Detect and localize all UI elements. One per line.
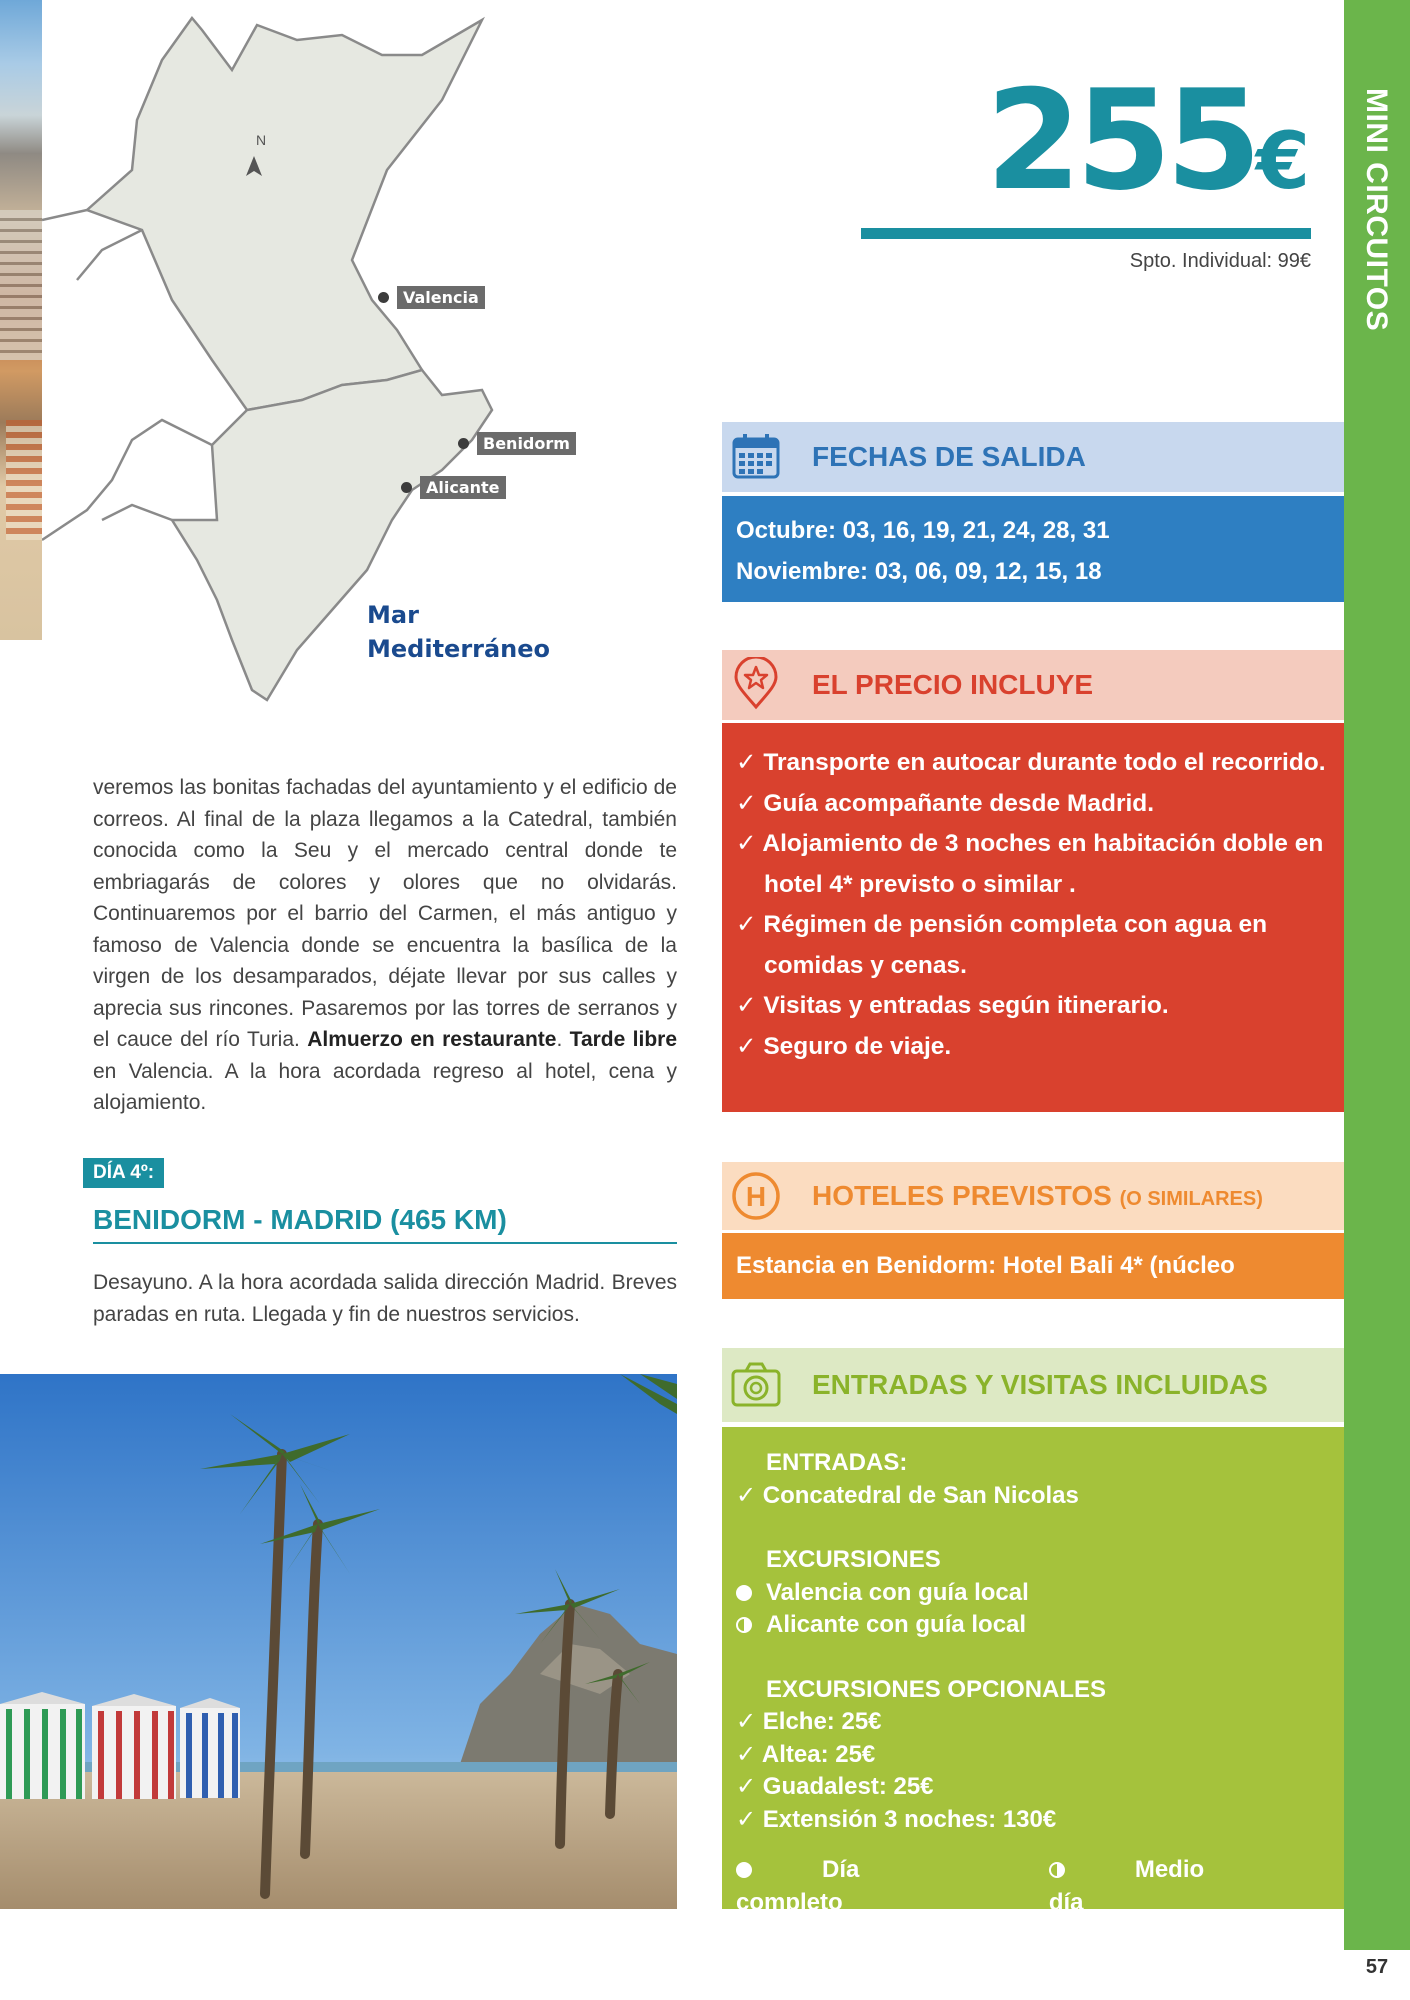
- fechas-line: Octubre: 03, 16, 19, 21, 24, 28, 31: [736, 517, 1110, 544]
- list-item: ✓ Visitas y entradas según itinerario.: [736, 992, 1169, 1019]
- opcionales-heading: EXCURSIONES OPCIONALES: [766, 1675, 1107, 1703]
- list-item: ✓ Transporte en autocar durante todo el recorrido.: [736, 749, 1326, 776]
- hoteles-body: Estancia en Benidorm: Hotel Bali 4* (núcleo urbano): [722, 1233, 1344, 1299]
- fechas-title: FECHAS DE SALIDA: [812, 441, 1086, 472]
- entradas-title: ENTRADAS Y VISITAS INCLUIDAS: [812, 1369, 1268, 1400]
- entradas-header: [722, 1348, 1344, 1422]
- list-item: ✓ Guía acompañante desde Madrid.: [736, 789, 1155, 817]
- list-item: ✓ Altea: 25€: [736, 1740, 876, 1768]
- fechas-header: [722, 422, 1344, 492]
- hoteles-title: HOTELES PREVISTOS (O SIMILARES): [812, 1180, 1263, 1211]
- incluye-title: EL PRECIO INCLUYE: [812, 669, 1094, 700]
- excursiones-heading: EXCURSIONES: [766, 1546, 941, 1573]
- hotel-icon: [728, 1168, 784, 1224]
- list-item: ✓ Concatedral de San Nicolas: [736, 1481, 1079, 1509]
- location-dot-icon: [401, 482, 412, 493]
- location-dot-icon: [458, 438, 469, 449]
- city-benidorm: [458, 432, 576, 455]
- itinerary-paragraph: veremos las bonitas fachadas del ayuntamiento y el edificio de correos. Al final de la plaza llegamos a la Catedral, también conocida como la Seu y el mercado central donde te embriagarás de colores y olores que no olvidarás. Continuaremos por el barrio del Carmen, el más antiguo y famoso de Valencia donde se encuentra la basílica de la virgen de los desamparados, déjate llevar por sus calles y aprecia sus rincones. Pasaremos por las torres de serranos y el cauce del río Turia. Almuerzo en restaurante. Tarde libre en Valencia. A la hora acordada regreso al hotel, cena y alojamiento.: [93, 776, 677, 1114]
- list-item: ✓ Elche: 25€: [736, 1708, 882, 1735]
- region-map: [42, 0, 570, 720]
- city-label: Benidorm: [477, 432, 576, 455]
- sea-label: Mar Mediterráneo: [367, 601, 551, 663]
- list-item: ✓ Guadalest: 25€: [736, 1773, 934, 1800]
- hoteles-header: [722, 1162, 1344, 1230]
- legend: Día completo Medio día: [736, 1856, 1205, 1916]
- location-dot-icon: [378, 292, 389, 303]
- single-supplement: Spto. Individual: 99€: [1129, 250, 1311, 272]
- full-day-icon: [736, 1862, 752, 1878]
- svg-text:H: H: [745, 1181, 767, 1212]
- beach-photo: [0, 1374, 677, 1909]
- city-label: Alicante: [420, 476, 506, 499]
- section-tab: [1344, 0, 1410, 2000]
- incluye-header: [722, 650, 1344, 720]
- city-valencia: [378, 286, 485, 309]
- list-item: Alicante con guía local: [736, 1609, 1330, 1642]
- list-item: ✓ Seguro de viaje.: [736, 1032, 952, 1060]
- day-badge: DÍA 4º:: [83, 1158, 164, 1188]
- fechas-line: Noviembre: 03, 06, 09, 12, 15, 18: [736, 558, 1102, 585]
- location-star-icon: [728, 657, 784, 713]
- city-alicante: [401, 476, 506, 499]
- day-text: Desayuno. A la hora acordada salida dirección Madrid. Breves paradas en ruta. Llegada y fin de nuestros servicios.: [93, 1271, 677, 1326]
- half-day-icon: [736, 1617, 752, 1633]
- full-day-icon: [736, 1585, 752, 1601]
- price: 255€: [985, 60, 1310, 221]
- list-item: ✓ Régimen de pensión completa con agua en comidas y cenas.: [736, 911, 1268, 979]
- list-item: ✓ Alojamiento de 3 noches en habitación doble en hotel 4* previsto o similar .: [736, 830, 1324, 898]
- price-underline: [861, 228, 1311, 239]
- camera-icon: [728, 1357, 784, 1413]
- city-label: Valencia: [397, 286, 485, 309]
- left-photo-strip: [0, 0, 42, 640]
- half-day-icon: [1049, 1862, 1065, 1878]
- page-number: 57: [1344, 1950, 1410, 2000]
- entradas-heading: ENTRADAS:: [766, 1449, 908, 1476]
- fechas-body: [722, 496, 1344, 602]
- calendar-icon: [728, 429, 784, 485]
- section-tab-label: MINI CIRCUITOS: [1360, 88, 1393, 332]
- list-item: Valencia con guía local: [736, 1577, 1330, 1610]
- day-title: BENIDORM - MADRID (465 KM): [93, 1204, 677, 1244]
- entradas-body: [722, 1427, 1344, 1916]
- north-label: N: [255, 132, 267, 148]
- incluye-body: [722, 723, 1344, 1112]
- list-item: ✓ Extensión 3 noches: 130€: [736, 1805, 1057, 1833]
